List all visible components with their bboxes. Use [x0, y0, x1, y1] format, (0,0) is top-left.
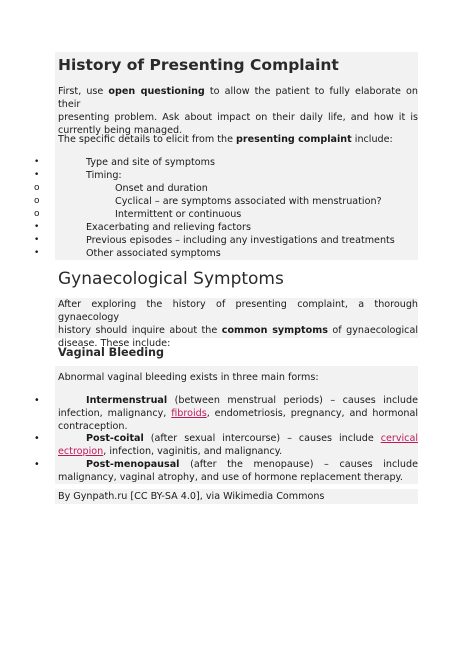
bullet: •	[34, 459, 40, 470]
text: currently being managed.	[58, 125, 183, 136]
bullet: •	[34, 395, 40, 406]
text: presenting problem. Ask about impact on their daily life, and how it is	[58, 112, 418, 123]
text: , endometriosis, pregnancy, and hormonal	[206, 408, 418, 419]
text: disease. These include:	[58, 338, 171, 349]
text: Type and site of symptoms	[86, 157, 215, 168]
gs-intro-paragraph	[58, 298, 418, 350]
bullet: o	[34, 183, 40, 193]
bullet: o	[34, 209, 40, 219]
bullet: o	[34, 196, 40, 206]
bold-text: Post-menopausal	[86, 459, 180, 470]
bold-text: common symptoms	[221, 325, 328, 336]
bullet: •	[34, 248, 40, 258]
text: Onset and duration	[115, 183, 208, 194]
text: Previous episodes – including any investigations and treatments	[86, 235, 395, 246]
vb-item-post-coital	[58, 432, 418, 458]
bullet: •	[34, 235, 40, 245]
text: After exploring the history of presenting complaint, a thorough gynaecology	[58, 299, 418, 323]
text: contraception.	[58, 421, 128, 432]
text: (after the menopause) – causes include	[179, 459, 418, 470]
vb-item-post-menopausal	[58, 458, 418, 484]
vaginal-bleeding-heading: Vaginal Bleeding	[58, 346, 165, 359]
bold-text: Intermenstrual	[86, 395, 168, 406]
text: Other associated symptoms	[86, 248, 221, 259]
vb-intro	[58, 371, 418, 384]
gynaecological-symptoms-heading: Gynaecological Symptoms	[58, 269, 284, 289]
text: The specific details to elicit from the	[58, 134, 237, 145]
text: include:	[351, 134, 393, 145]
text: (between menstrual periods) – causes include	[167, 395, 418, 406]
text: (after sexual intercourse) – causes include	[143, 433, 381, 444]
hpc-heading: History of Presenting Complaint	[58, 56, 339, 74]
fibroids-link[interactable]: fibroids	[171, 408, 207, 419]
text: of gynaecological	[327, 325, 419, 336]
bold-text: Post-coital	[86, 433, 144, 444]
bold-text: open questioning	[108, 86, 205, 97]
text: infection, malignancy,	[58, 408, 172, 419]
image-credit	[58, 490, 418, 503]
text: First, use	[58, 86, 109, 97]
text: malignancy, vaginal atrophy, and use of hormone replacement therapy.	[58, 472, 403, 483]
cervical-ectropion-link[interactable]: cervical	[380, 433, 418, 444]
text: history should inquire about the	[58, 325, 222, 336]
cervical-ectropion-link[interactable]: ectropion	[58, 446, 104, 457]
bold-text: presenting complaint	[236, 134, 352, 145]
text: , infection, vaginitis, and malignancy.	[103, 446, 283, 457]
text: Intermittent or continuous	[115, 209, 242, 220]
hpc-paragraph-2	[58, 133, 418, 146]
text: to allow the patient to fully elaborate on their	[58, 86, 418, 110]
text: By Gynpath.ru [CC BY-SA 4.0], via Wikimedia Commons	[58, 491, 325, 502]
text: Cyclical – are symptoms associated with menstruation?	[115, 196, 382, 207]
hpc-paragraph-1	[58, 85, 418, 137]
text: Abnormal vaginal bleeding exists in three main forms:	[58, 372, 319, 383]
text: Timing:	[86, 170, 122, 181]
bullet: •	[34, 157, 40, 167]
bullet: •	[34, 222, 40, 232]
text: Exacerbating and relieving factors	[86, 222, 251, 233]
bullet: •	[34, 170, 40, 180]
bullet: •	[34, 433, 40, 444]
vb-item-intermenstrual	[58, 394, 418, 433]
